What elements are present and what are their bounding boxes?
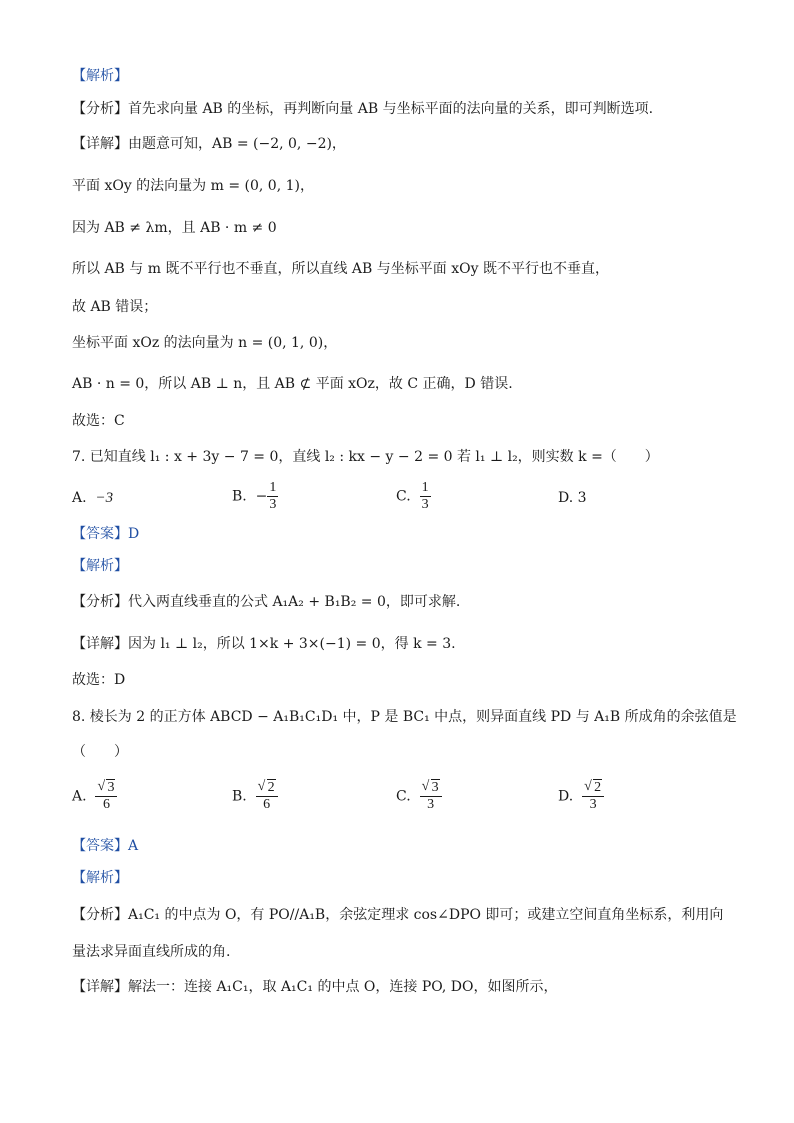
question-7-stem: 7. 已知直线 l₁ : x + 3y − 7 = 0，直线 l₂ : kx − y − 2 = 0 若 l₁ ⊥ l₂，则实数 k =（ ）: [72, 449, 659, 465]
analysis-text: 【分析】代入两直线垂直的公式 A₁A₂ + B₁B₂ = 0，即可求解.: [72, 594, 461, 610]
answer-line: 【答案】D: [72, 526, 140, 542]
sqrt: √ 3: [422, 780, 440, 796]
sqrt: √ 3: [97, 780, 115, 796]
choice-line: 故选：C: [72, 413, 125, 429]
fraction: √ $\frac{2}{3}$: [582, 780, 604, 813]
fraction: $\frac{1}{3}$: [269, 480, 277, 512]
fraction: √ $\frac{2}{6}$: [256, 780, 278, 813]
text-line: 平面 xOy 的法向量为 m = (0, 0, 1)，: [72, 178, 314, 194]
text-line: 量法求异面直线所成的角.: [72, 944, 231, 960]
detail-text: 【详解】由题意可知，AB = (−2, 0, −2)，: [72, 136, 346, 152]
text-line: 坐标平面 xOz 的法向量为 n = (0, 1, 0)，: [72, 335, 338, 351]
fraction: √ $\frac{3}{6}$: [95, 780, 117, 813]
option-c: C. √ $\frac{3}{3}$: [396, 780, 442, 813]
sqrt: √ 2: [258, 780, 276, 796]
question-8-stem: 8. 棱长为 2 的正方体 ABCD − A₁B₁C₁D₁ 中，P 是 BC₁ 中点，则异面直线 PD 与 A₁B 所成角的余弦值是: [72, 709, 737, 725]
text-line: AB · n = 0，所以 AB ⊥ n，且 AB ⊄ 平面 xOz，故 C 正确，D 错误.: [72, 376, 513, 392]
analysis-text: 【分析】A₁C₁ 的中点为 O，有 PO//A₁B，余弦定理求 cos∠DPO 即可；或建立空间直角坐标系，利用向: [72, 907, 724, 923]
option-d: D. √ $\frac{2}{3}$: [558, 780, 604, 813]
text-line: 所以 AB 与 m 既不平行也不垂直，所以直线 AB 与坐标平面 xOy 既不平行也不垂直，: [72, 261, 609, 277]
answer-line: 【答案】A: [72, 838, 139, 854]
question-8-blank: （ ）: [72, 744, 128, 760]
choice-line: 故选：D: [72, 672, 126, 688]
text-line: 故 AB 错误；: [72, 299, 158, 315]
sqrt: √ 2: [584, 780, 602, 796]
option-a: A. √ $\frac{3}{6}$: [72, 780, 117, 813]
section-label-analysis: 【解析】: [72, 68, 128, 84]
detail-text: 【详解】因为 l₁ ⊥ l₂，所以 1×k + 3×(−1) = 0，得 k = 3.: [72, 636, 456, 652]
option-c: C. $\frac{1}{3}$: [396, 480, 429, 512]
option-d: D. 3: [558, 490, 587, 506]
detail-text: 【详解】解法一：连接 A₁C₁，取 A₁C₁ 的中点 O，连接 PO, DO，如图所示，: [72, 979, 558, 995]
fraction: $\frac{1}{3}$: [421, 480, 429, 512]
section-label-analysis: 【解析】: [72, 870, 128, 886]
option-b: B. − $\frac{1}{3}$: [232, 480, 277, 512]
analysis-text: 【分析】首先求向量 AB 的坐标，再判断向量 AB 与坐标平面的法向量的关系，即可判断选项.: [72, 101, 654, 117]
text-line: 因为 AB ≠ λm，且 AB · m ≠ 0: [72, 220, 277, 236]
section-label-analysis: 【解析】: [72, 558, 128, 574]
option-b: B. √ $\frac{2}{6}$: [232, 780, 278, 813]
fraction: √ $\frac{3}{3}$: [420, 780, 442, 813]
option-a: A. −3: [72, 490, 114, 506]
